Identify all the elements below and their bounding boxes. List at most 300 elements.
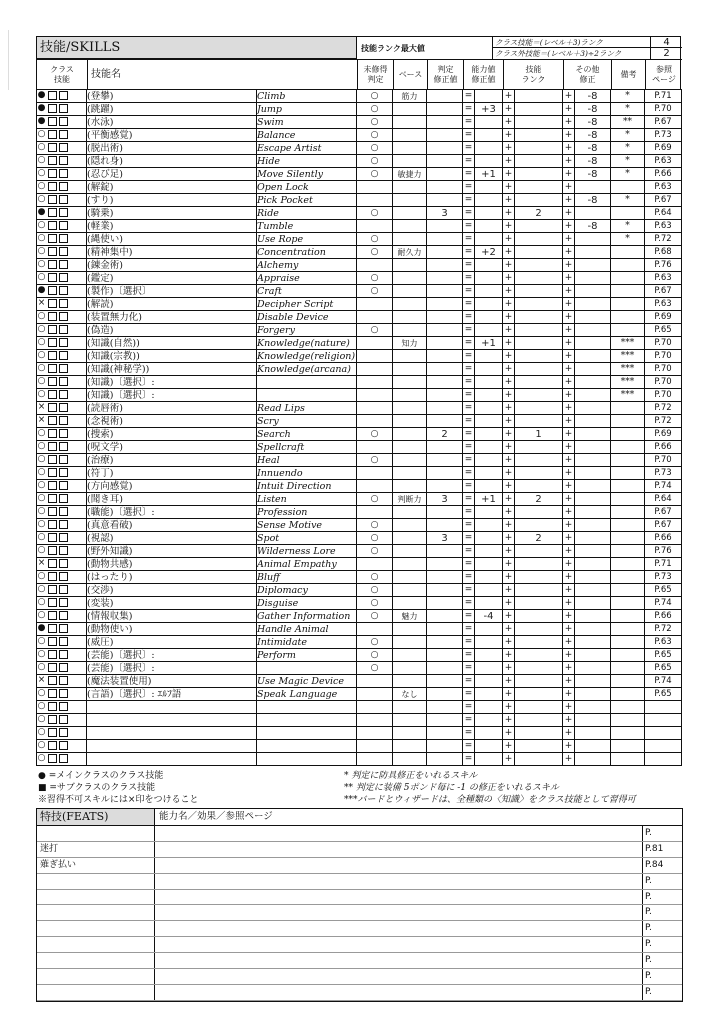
check-total[interactable] xyxy=(427,142,463,155)
class-skill-mark[interactable]: ○ xyxy=(37,168,46,178)
sub-class-checkbox[interactable] xyxy=(59,676,68,685)
check-total[interactable] xyxy=(427,246,463,259)
class-skill-mark[interactable]: × xyxy=(37,298,46,308)
class-skill-mark[interactable]: ● xyxy=(37,285,46,295)
class-skill-mark[interactable]: ● xyxy=(37,623,46,633)
skill-rank[interactable] xyxy=(515,220,563,233)
check-total[interactable] xyxy=(427,740,463,753)
check-total[interactable] xyxy=(427,610,463,623)
misc-modifier[interactable]: -8 xyxy=(575,220,611,233)
skill-rank[interactable] xyxy=(515,506,563,519)
sub-class-checkbox[interactable] xyxy=(48,481,57,490)
feat-effect[interactable] xyxy=(155,985,643,1000)
sub-class-checkbox[interactable] xyxy=(48,689,57,698)
ability-modifier[interactable] xyxy=(475,142,503,155)
ability-modifier[interactable] xyxy=(475,675,503,688)
skill-rank[interactable] xyxy=(515,597,563,610)
class-skill-mark[interactable]: ○ xyxy=(37,753,46,763)
skill-rank[interactable] xyxy=(515,441,563,454)
feat-effect[interactable] xyxy=(155,921,643,936)
class-skill-boxes[interactable] xyxy=(37,233,87,246)
feat-name[interactable] xyxy=(37,921,155,936)
ability-modifier[interactable] xyxy=(475,727,503,740)
check-total[interactable] xyxy=(427,753,463,766)
check-total[interactable] xyxy=(427,727,463,740)
class-skill-boxes[interactable] xyxy=(37,467,87,480)
sub-class-checkbox[interactable] xyxy=(48,208,57,217)
skill-rank[interactable] xyxy=(515,584,563,597)
check-total[interactable] xyxy=(427,233,463,246)
misc-modifier[interactable] xyxy=(575,402,611,415)
class-skill-mark[interactable]: ○ xyxy=(37,467,46,477)
class-skill-boxes[interactable] xyxy=(37,636,87,649)
class-skill-mark[interactable]: × xyxy=(37,675,46,685)
feat-page[interactable]: P.81 xyxy=(645,843,664,854)
class-skill-boxes[interactable] xyxy=(37,103,87,116)
ability-modifier[interactable] xyxy=(475,285,503,298)
sub-class-checkbox[interactable] xyxy=(48,754,57,763)
misc-modifier[interactable]: -8 xyxy=(575,168,611,181)
sub-class-checkbox[interactable] xyxy=(48,286,57,295)
check-total[interactable] xyxy=(427,584,463,597)
misc-modifier[interactable] xyxy=(575,298,611,311)
check-total[interactable] xyxy=(427,155,463,168)
class-skill-mark[interactable]: ○ xyxy=(37,376,46,386)
sub-class-checkbox[interactable] xyxy=(48,325,57,334)
class-skill-boxes[interactable] xyxy=(37,454,87,467)
ability-modifier[interactable] xyxy=(475,714,503,727)
misc-modifier[interactable] xyxy=(575,428,611,441)
check-total[interactable] xyxy=(427,597,463,610)
class-skill-boxes[interactable] xyxy=(37,376,87,389)
feat-page[interactable]: P. xyxy=(645,875,652,886)
sub-class-checkbox[interactable] xyxy=(48,221,57,230)
class-skill-boxes[interactable] xyxy=(37,441,87,454)
misc-modifier[interactable] xyxy=(575,532,611,545)
check-total[interactable] xyxy=(427,675,463,688)
misc-modifier[interactable] xyxy=(575,675,611,688)
misc-modifier[interactable] xyxy=(575,636,611,649)
check-total[interactable] xyxy=(427,649,463,662)
class-skill-mark[interactable]: ○ xyxy=(37,337,46,347)
skill-rank[interactable] xyxy=(515,701,563,714)
check-total[interactable] xyxy=(427,311,463,324)
class-skill-mark[interactable]: ● xyxy=(37,103,46,113)
sub-class-checkbox[interactable] xyxy=(59,325,68,334)
sub-class-checkbox[interactable] xyxy=(59,221,68,230)
class-skill-boxes[interactable] xyxy=(37,311,87,324)
sub-class-checkbox[interactable] xyxy=(59,234,68,243)
skill-rank[interactable] xyxy=(515,753,563,766)
class-skill-boxes[interactable] xyxy=(37,662,87,675)
ability-modifier[interactable] xyxy=(475,116,503,129)
misc-modifier[interactable] xyxy=(575,415,611,428)
skill-rank[interactable] xyxy=(515,142,563,155)
misc-modifier[interactable] xyxy=(575,376,611,389)
check-total[interactable] xyxy=(427,324,463,337)
sub-class-checkbox[interactable] xyxy=(59,299,68,308)
ability-modifier[interactable] xyxy=(475,298,503,311)
max-class-rank-value[interactable]: 4 xyxy=(650,37,682,48)
check-total[interactable] xyxy=(427,259,463,272)
misc-modifier[interactable] xyxy=(575,727,611,740)
feat-effect[interactable] xyxy=(155,826,643,841)
check-total[interactable] xyxy=(427,519,463,532)
sub-class-checkbox[interactable] xyxy=(59,143,68,152)
ability-modifier[interactable] xyxy=(475,467,503,480)
ability-modifier[interactable] xyxy=(475,428,503,441)
class-skill-boxes[interactable] xyxy=(37,727,87,740)
misc-modifier[interactable] xyxy=(575,623,611,636)
ability-modifier[interactable]: +2 xyxy=(475,246,503,259)
check-total[interactable]: 2 xyxy=(427,428,463,441)
skill-rank[interactable] xyxy=(515,311,563,324)
class-skill-mark[interactable]: ○ xyxy=(37,649,46,659)
check-total[interactable] xyxy=(427,701,463,714)
class-skill-boxes[interactable] xyxy=(37,298,87,311)
ability-modifier[interactable] xyxy=(475,324,503,337)
sub-class-checkbox[interactable] xyxy=(48,169,57,178)
skill-rank[interactable] xyxy=(515,480,563,493)
class-skill-boxes[interactable] xyxy=(37,324,87,337)
sub-class-checkbox[interactable] xyxy=(59,442,68,451)
misc-modifier[interactable] xyxy=(575,610,611,623)
skill-rank[interactable] xyxy=(515,714,563,727)
skill-rank[interactable] xyxy=(515,519,563,532)
feat-name[interactable] xyxy=(37,874,155,889)
class-skill-boxes[interactable] xyxy=(37,506,87,519)
check-total[interactable] xyxy=(427,90,463,103)
skill-rank[interactable] xyxy=(515,116,563,129)
class-skill-boxes[interactable] xyxy=(37,675,87,688)
class-skill-boxes[interactable] xyxy=(37,389,87,402)
ability-modifier[interactable]: +1 xyxy=(475,168,503,181)
sub-class-checkbox[interactable] xyxy=(48,663,57,672)
class-skill-mark[interactable]: ○ xyxy=(37,350,46,360)
ability-modifier[interactable]: -4 xyxy=(475,610,503,623)
skill-rank[interactable] xyxy=(515,90,563,103)
ability-modifier[interactable] xyxy=(475,415,503,428)
skill-rank[interactable] xyxy=(515,233,563,246)
feat-effect[interactable] xyxy=(155,858,643,873)
class-skill-boxes[interactable] xyxy=(37,493,87,506)
sub-class-checkbox[interactable] xyxy=(59,273,68,282)
class-skill-mark[interactable]: × xyxy=(37,558,46,568)
check-total[interactable] xyxy=(427,623,463,636)
misc-modifier[interactable] xyxy=(575,181,611,194)
sub-class-checkbox[interactable] xyxy=(59,455,68,464)
ability-modifier[interactable]: +1 xyxy=(475,493,503,506)
class-skill-mark[interactable]: ○ xyxy=(37,506,46,516)
misc-modifier[interactable] xyxy=(575,311,611,324)
misc-modifier[interactable]: -8 xyxy=(575,129,611,142)
skill-rank[interactable] xyxy=(515,740,563,753)
class-skill-mark[interactable]: ○ xyxy=(37,532,46,542)
class-skill-mark[interactable]: ○ xyxy=(37,259,46,269)
misc-modifier[interactable] xyxy=(575,350,611,363)
sub-class-checkbox[interactable] xyxy=(59,611,68,620)
sub-class-checkbox[interactable] xyxy=(48,403,57,412)
feat-name[interactable] xyxy=(37,905,155,920)
misc-modifier[interactable] xyxy=(575,506,611,519)
skill-rank[interactable] xyxy=(515,350,563,363)
check-total[interactable]: 3 xyxy=(427,207,463,220)
skill-rank[interactable] xyxy=(515,636,563,649)
ability-modifier[interactable] xyxy=(475,519,503,532)
sub-class-checkbox[interactable] xyxy=(48,195,57,204)
check-total[interactable] xyxy=(427,402,463,415)
class-skill-mark[interactable]: ○ xyxy=(37,571,46,581)
class-skill-boxes[interactable] xyxy=(37,597,87,610)
class-skill-mark[interactable]: ○ xyxy=(37,714,46,724)
class-skill-boxes[interactable] xyxy=(37,571,87,584)
misc-modifier[interactable] xyxy=(575,233,611,246)
sub-class-checkbox[interactable] xyxy=(48,104,57,113)
class-skill-mark[interactable]: ○ xyxy=(37,480,46,490)
skill-rank[interactable] xyxy=(515,454,563,467)
sub-class-checkbox[interactable] xyxy=(48,416,57,425)
sub-class-checkbox[interactable] xyxy=(48,364,57,373)
ability-modifier[interactable] xyxy=(475,376,503,389)
misc-modifier[interactable]: -8 xyxy=(575,90,611,103)
skill-rank[interactable]: 2 xyxy=(515,532,563,545)
feat-effect[interactable] xyxy=(155,937,643,952)
sub-class-checkbox[interactable] xyxy=(48,598,57,607)
sub-class-checkbox[interactable] xyxy=(48,676,57,685)
misc-modifier[interactable] xyxy=(575,688,611,701)
skill-rank[interactable] xyxy=(515,649,563,662)
sub-class-checkbox[interactable] xyxy=(48,611,57,620)
ability-modifier[interactable]: +3 xyxy=(475,103,503,116)
feat-name[interactable] xyxy=(37,969,155,984)
sub-class-checkbox[interactable] xyxy=(48,143,57,152)
class-skill-boxes[interactable] xyxy=(37,610,87,623)
misc-modifier[interactable] xyxy=(575,337,611,350)
class-skill-mark[interactable]: ○ xyxy=(37,688,46,698)
sub-class-checkbox[interactable] xyxy=(59,754,68,763)
class-skill-mark[interactable]: ● xyxy=(37,207,46,217)
sub-class-checkbox[interactable] xyxy=(59,650,68,659)
check-total[interactable] xyxy=(427,363,463,376)
class-skill-boxes[interactable] xyxy=(37,337,87,350)
misc-modifier[interactable] xyxy=(575,272,611,285)
class-skill-mark[interactable]: ○ xyxy=(37,272,46,282)
feat-effect[interactable] xyxy=(155,842,643,857)
feat-name[interactable]: 迷打 xyxy=(37,842,155,857)
feat-page[interactable]: P. xyxy=(645,907,652,918)
class-skill-mark[interactable]: ○ xyxy=(37,701,46,711)
class-skill-mark[interactable]: ○ xyxy=(37,610,46,620)
skill-rank[interactable] xyxy=(515,168,563,181)
ability-modifier[interactable] xyxy=(475,532,503,545)
skill-rank[interactable] xyxy=(515,415,563,428)
class-skill-mark[interactable]: ○ xyxy=(37,662,46,672)
class-skill-boxes[interactable] xyxy=(37,168,87,181)
skill-rank[interactable] xyxy=(515,103,563,116)
misc-modifier[interactable]: -8 xyxy=(575,103,611,116)
sub-class-checkbox[interactable] xyxy=(59,416,68,425)
class-skill-boxes[interactable] xyxy=(37,623,87,636)
sub-class-checkbox[interactable] xyxy=(59,637,68,646)
class-skill-boxes[interactable] xyxy=(37,285,87,298)
skill-rank[interactable] xyxy=(515,610,563,623)
ability-modifier[interactable] xyxy=(475,584,503,597)
check-total[interactable]: 3 xyxy=(427,532,463,545)
sub-class-checkbox[interactable] xyxy=(59,208,68,217)
check-total[interactable] xyxy=(427,285,463,298)
sub-class-checkbox[interactable] xyxy=(59,559,68,568)
skill-rank[interactable] xyxy=(515,571,563,584)
ability-modifier[interactable] xyxy=(475,363,503,376)
class-skill-boxes[interactable] xyxy=(37,220,87,233)
class-skill-mark[interactable]: ○ xyxy=(37,454,46,464)
check-total[interactable] xyxy=(427,454,463,467)
check-total[interactable] xyxy=(427,545,463,558)
class-skill-mark[interactable]: × xyxy=(37,415,46,425)
class-skill-boxes[interactable] xyxy=(37,519,87,532)
skill-rank[interactable] xyxy=(515,545,563,558)
skill-rank[interactable] xyxy=(515,129,563,142)
sub-class-checkbox[interactable] xyxy=(59,715,68,724)
check-total[interactable] xyxy=(427,389,463,402)
sub-class-checkbox[interactable] xyxy=(59,546,68,555)
feat-page[interactable]: P. xyxy=(645,971,652,982)
misc-modifier[interactable] xyxy=(575,454,611,467)
ability-modifier[interactable] xyxy=(475,259,503,272)
class-skill-mark[interactable]: ○ xyxy=(37,324,46,334)
check-total[interactable] xyxy=(427,506,463,519)
misc-modifier[interactable]: -8 xyxy=(575,155,611,168)
sub-class-checkbox[interactable] xyxy=(48,429,57,438)
misc-modifier[interactable] xyxy=(575,467,611,480)
sub-class-checkbox[interactable] xyxy=(59,390,68,399)
ability-modifier[interactable] xyxy=(475,389,503,402)
sub-class-checkbox[interactable] xyxy=(48,390,57,399)
misc-modifier[interactable] xyxy=(575,571,611,584)
class-skill-boxes[interactable] xyxy=(37,532,87,545)
class-skill-mark[interactable]: ○ xyxy=(37,142,46,152)
class-skill-boxes[interactable] xyxy=(37,740,87,753)
class-skill-mark[interactable]: ○ xyxy=(37,246,46,256)
check-total[interactable] xyxy=(427,480,463,493)
class-skill-boxes[interactable] xyxy=(37,272,87,285)
misc-modifier[interactable]: -8 xyxy=(575,194,611,207)
misc-modifier[interactable] xyxy=(575,493,611,506)
class-skill-mark[interactable]: ○ xyxy=(37,389,46,399)
ability-modifier[interactable] xyxy=(475,155,503,168)
sub-class-checkbox[interactable] xyxy=(48,351,57,360)
class-skill-mark[interactable]: ○ xyxy=(37,493,46,503)
misc-modifier[interactable] xyxy=(575,207,611,220)
skill-rank[interactable] xyxy=(515,662,563,675)
ability-modifier[interactable] xyxy=(475,129,503,142)
sub-class-checkbox[interactable] xyxy=(59,247,68,256)
sub-class-checkbox[interactable] xyxy=(48,624,57,633)
feat-effect[interactable] xyxy=(155,953,643,968)
sub-class-checkbox[interactable] xyxy=(48,182,57,191)
sub-class-checkbox[interactable] xyxy=(48,507,57,516)
sub-class-checkbox[interactable] xyxy=(48,559,57,568)
feat-effect[interactable] xyxy=(155,874,643,889)
check-total[interactable] xyxy=(427,194,463,207)
sub-class-checkbox[interactable] xyxy=(48,715,57,724)
sub-class-checkbox[interactable] xyxy=(59,403,68,412)
max-cross-rank-value[interactable]: 2 xyxy=(650,48,682,59)
check-total[interactable] xyxy=(427,129,463,142)
class-skill-mark[interactable]: ○ xyxy=(37,740,46,750)
misc-modifier[interactable] xyxy=(575,545,611,558)
class-skill-boxes[interactable] xyxy=(37,363,87,376)
skill-rank[interactable] xyxy=(515,363,563,376)
class-skill-boxes[interactable] xyxy=(37,90,87,103)
class-skill-boxes[interactable] xyxy=(37,701,87,714)
check-total[interactable] xyxy=(427,272,463,285)
misc-modifier[interactable] xyxy=(575,701,611,714)
feat-effect[interactable] xyxy=(155,969,643,984)
sub-class-checkbox[interactable] xyxy=(48,117,57,126)
class-skill-mark[interactable]: ○ xyxy=(37,311,46,321)
class-skill-boxes[interactable] xyxy=(37,259,87,272)
class-skill-mark[interactable]: ○ xyxy=(37,727,46,737)
check-total[interactable] xyxy=(427,350,463,363)
ability-modifier[interactable] xyxy=(475,740,503,753)
sub-class-checkbox[interactable] xyxy=(59,572,68,581)
misc-modifier[interactable] xyxy=(575,584,611,597)
misc-modifier[interactable] xyxy=(575,558,611,571)
feat-page[interactable]: P. xyxy=(645,955,652,966)
class-skill-boxes[interactable] xyxy=(37,246,87,259)
sub-class-checkbox[interactable] xyxy=(48,234,57,243)
skill-rank[interactable] xyxy=(515,181,563,194)
feat-page[interactable]: P. xyxy=(645,986,652,997)
sub-class-checkbox[interactable] xyxy=(59,663,68,672)
sub-class-checkbox[interactable] xyxy=(59,169,68,178)
check-total[interactable] xyxy=(427,103,463,116)
check-total[interactable] xyxy=(427,571,463,584)
sub-class-checkbox[interactable] xyxy=(59,195,68,204)
sub-class-checkbox[interactable] xyxy=(59,728,68,737)
check-total[interactable] xyxy=(427,558,463,571)
feat-page[interactable]: P. xyxy=(645,923,652,934)
feat-effect[interactable] xyxy=(155,905,643,920)
misc-modifier[interactable] xyxy=(575,259,611,272)
sub-class-checkbox[interactable] xyxy=(48,91,57,100)
class-skill-mark[interactable]: ○ xyxy=(37,363,46,373)
sub-class-checkbox[interactable] xyxy=(48,533,57,542)
sub-class-checkbox[interactable] xyxy=(59,481,68,490)
sub-class-checkbox[interactable] xyxy=(59,507,68,516)
ability-modifier[interactable] xyxy=(475,597,503,610)
ability-modifier[interactable] xyxy=(475,194,503,207)
sub-class-checkbox[interactable] xyxy=(59,156,68,165)
misc-modifier[interactable] xyxy=(575,597,611,610)
feat-effect[interactable] xyxy=(155,890,643,905)
check-total[interactable] xyxy=(427,220,463,233)
sub-class-checkbox[interactable] xyxy=(48,455,57,464)
skill-rank[interactable] xyxy=(515,298,563,311)
check-total[interactable] xyxy=(427,181,463,194)
class-skill-mark[interactable]: ○ xyxy=(37,597,46,607)
ability-modifier[interactable] xyxy=(475,753,503,766)
check-total[interactable] xyxy=(427,467,463,480)
skill-rank[interactable] xyxy=(515,558,563,571)
skill-rank[interactable]: 1 xyxy=(515,428,563,441)
misc-modifier[interactable] xyxy=(575,363,611,376)
ability-modifier[interactable] xyxy=(475,181,503,194)
misc-modifier[interactable] xyxy=(575,285,611,298)
misc-modifier[interactable] xyxy=(575,480,611,493)
check-total[interactable] xyxy=(427,415,463,428)
